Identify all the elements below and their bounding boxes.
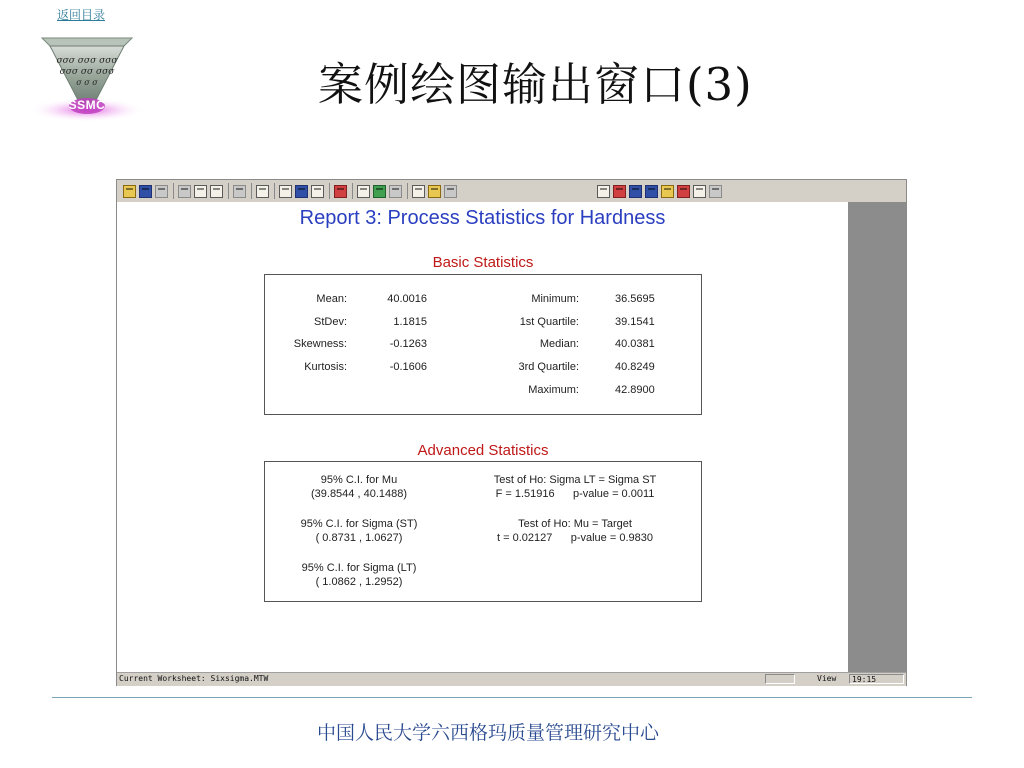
stat-value: 40.0381 (615, 338, 655, 350)
logo-greek-row2: σσσ σσ σσσ (59, 67, 115, 77)
advanced-statistics-heading: Advanced Statistics (417, 442, 549, 459)
save-icon[interactable] (139, 185, 152, 198)
worksheet-icon[interactable] (444, 185, 457, 198)
open-icon[interactable] (123, 185, 136, 198)
footer-divider (52, 697, 972, 698)
clock-status: 19:15 (849, 674, 904, 684)
info-window-icon[interactable] (645, 185, 658, 198)
stat-label: 1st Quartile: (519, 316, 579, 328)
toolbar-separator (274, 183, 275, 199)
edit-graph-icon[interactable] (373, 185, 386, 198)
stat-label: Skewness: (293, 338, 347, 350)
window-side-panel (848, 202, 906, 672)
stat-label: Maximum: (528, 384, 579, 396)
footer-text: 中国人民大学六西格玛质量管理研究中心 (316, 722, 659, 744)
current-worksheet-status: Current Worksheet: Sixsigma.MTW (119, 674, 269, 683)
test-sigma-label: Test of Ho: Sigma LT = Sigma ST (493, 474, 657, 486)
ci-sigma-st-label: 95% C.I. for Sigma (ST) (300, 518, 418, 530)
stat-label: Minimum: (531, 293, 579, 305)
toolbar-separator (228, 183, 229, 199)
stat-value: 40.0016 (387, 293, 427, 305)
toolbar-separator (407, 183, 408, 199)
ci-sigma-st-value: ( 0.8731 , 1.0627) (315, 532, 403, 544)
graph-icon[interactable] (334, 185, 347, 198)
cancel-icon[interactable] (412, 185, 425, 198)
basic-statistics-heading: Basic Statistics (432, 254, 534, 271)
test-mu-label: Test of Ho: Mu = Target (518, 518, 632, 530)
pen-icon[interactable] (389, 185, 402, 198)
stat-label: Mean: (316, 293, 347, 305)
slide-title: 案例绘图输出窗口(3) (318, 58, 753, 111)
stat-value: 39.1541 (615, 316, 655, 328)
stat-label: StDev: (313, 316, 347, 328)
logo-greek-row3: σ σ σ (76, 78, 98, 87)
toolbar-separator (251, 183, 252, 199)
logo-text: SSMC (68, 98, 106, 112)
toolbar-separator (352, 183, 353, 199)
paste-icon[interactable] (210, 185, 223, 198)
info-icon[interactable] (311, 185, 324, 198)
data-icon[interactable] (295, 185, 308, 198)
logo-greek-row1: σσσ σσσ σσσ (56, 56, 118, 66)
stat-value: 40.8249 (615, 361, 655, 373)
ssmc-logo (28, 24, 146, 124)
print-icon[interactable] (155, 185, 168, 198)
stat-value: -0.1606 (389, 361, 427, 373)
tile-icon[interactable] (709, 185, 722, 198)
cut-icon[interactable] (178, 185, 191, 198)
status-empty-cell (765, 674, 795, 684)
stat-value: 36.5695 (615, 293, 655, 305)
ci-sigma-lt-value: ( 1.0862 , 1.2952) (315, 576, 403, 588)
test-mu-value: t = 0.02127 p-value = 0.9830 (497, 532, 653, 544)
status-bar (117, 672, 906, 686)
stat-label: 3rd Quartile: (518, 361, 579, 373)
stat-label: Median: (539, 338, 579, 350)
stat-label: Kurtosis: (304, 361, 347, 373)
project-manager-icon[interactable] (629, 185, 642, 198)
history-icon[interactable] (661, 185, 674, 198)
copy-icon[interactable] (194, 185, 207, 198)
advanced-statistics-box (264, 461, 702, 602)
session-icon[interactable] (279, 185, 292, 198)
graph-folder-icon[interactable] (597, 185, 610, 198)
back-to-contents-link[interactable]: 返回目录 (57, 8, 106, 22)
ci-mu-label: 95% C.I. for Mu (320, 474, 398, 486)
cascade-icon[interactable] (693, 185, 706, 198)
ci-sigma-lt-label: 95% C.I. for Sigma (LT) (301, 562, 417, 574)
edit-last-dialog-icon[interactable] (256, 185, 269, 198)
stat-value: 1.1815 (393, 316, 427, 328)
toolbar (117, 180, 906, 203)
test-sigma-value: F = 1.51916 p-value = 0.0011 (495, 488, 655, 500)
ci-mu-value: (39.8544 , 40.1488) (310, 488, 408, 500)
report-icon[interactable] (677, 185, 690, 198)
toolbar-separator (329, 183, 330, 199)
toolbar-separator (173, 183, 174, 199)
stat-value: -0.1263 (389, 338, 427, 350)
graph-window-icon[interactable] (613, 185, 626, 198)
basic-statistics-box (264, 274, 702, 415)
stat-value: 42.8900 (615, 384, 655, 396)
toolbar-group-file (123, 183, 460, 199)
view-mode-status: View (817, 674, 837, 683)
undo-icon[interactable] (233, 185, 246, 198)
toolbar-group-windows (597, 183, 725, 199)
help-icon[interactable] (428, 185, 441, 198)
minitab-report-window (116, 179, 907, 686)
report-content (117, 202, 848, 672)
brush-icon[interactable] (357, 185, 370, 198)
report-title: Report 3: Process Statistics for Hardness (299, 207, 666, 229)
